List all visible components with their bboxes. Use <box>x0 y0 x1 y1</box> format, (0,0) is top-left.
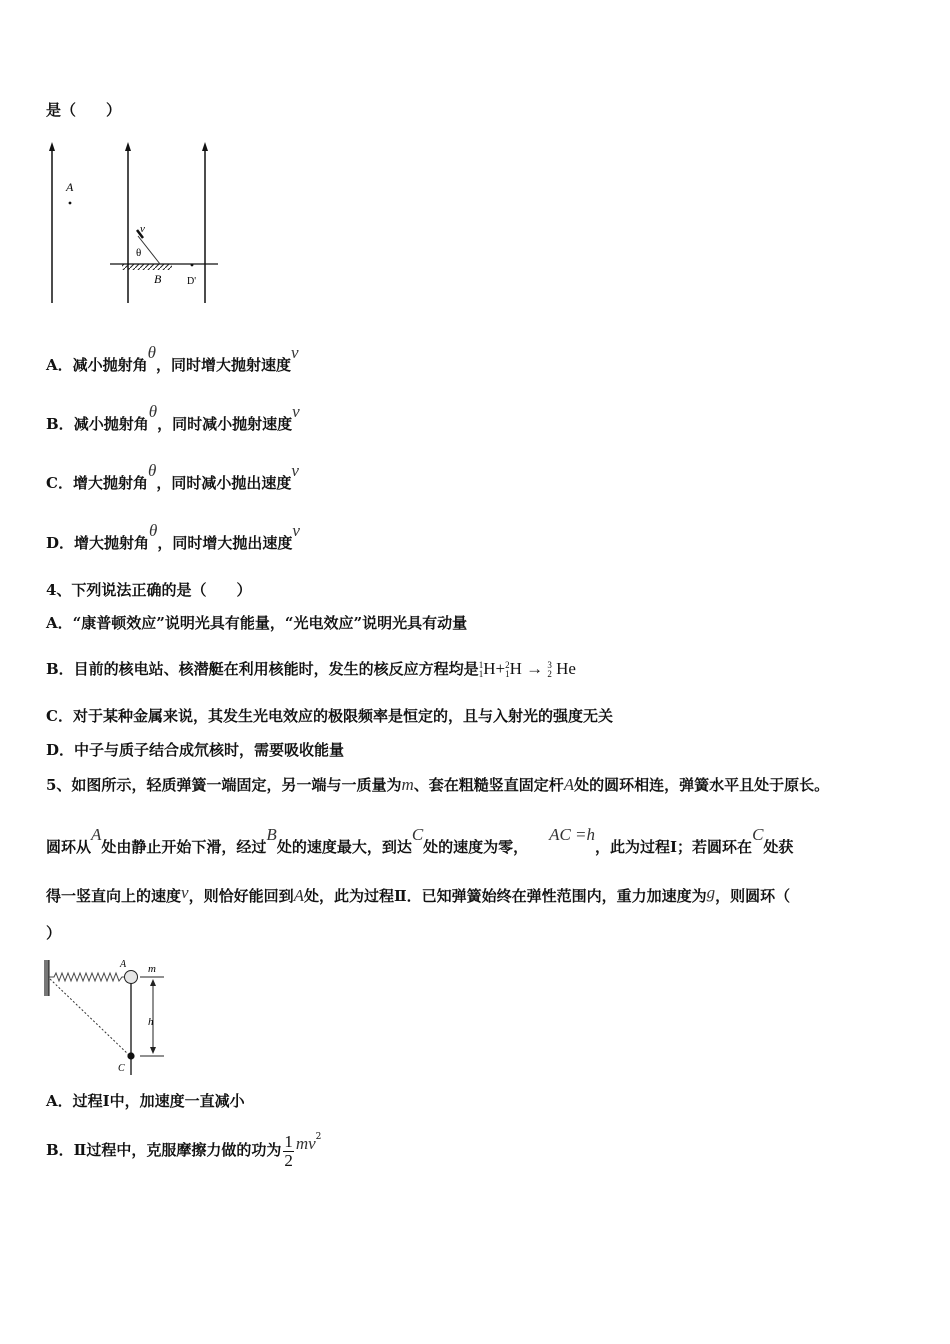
symbol-C: C <box>752 825 764 844</box>
exponent-2: 2 <box>315 1132 322 1142</box>
v-symbol: v <box>292 521 300 540</box>
wall-right <box>202 142 208 303</box>
label-theta: θ <box>136 247 142 259</box>
q3-option-d[interactable] <box>46 521 300 553</box>
symbol-A: A <box>91 825 102 844</box>
label-C: C <box>118 1063 125 1074</box>
theta-symbol: θ <box>149 521 158 540</box>
symbol-C: C <box>411 825 424 844</box>
option-text: ，同时减小抛出速度 <box>156 474 292 492</box>
q3-option-c[interactable] <box>46 461 299 493</box>
option-text: 增大抛射角 <box>74 534 150 552</box>
label-A: A <box>120 959 127 970</box>
v-symbol: v <box>291 343 299 362</box>
v-symbol: v <box>292 402 300 421</box>
label-m: m <box>148 963 156 975</box>
point-D-dot <box>191 264 194 267</box>
ground-hatch <box>122 264 172 270</box>
q5-stem-line1: 5、如图所示，轻质弹簧一端固定，另一端与一质量为m、套在粗糙竖直固定杆A处的圆环相连，弹簧水平且处于原长。 <box>46 775 830 794</box>
spring <box>49 973 125 981</box>
wall-support <box>44 960 49 996</box>
symbol-mv: mv <box>295 1134 316 1153</box>
option-text: ，同时增大抛射速度 <box>156 356 292 374</box>
option-text: 减小抛射角 <box>73 415 149 433</box>
option-text: B．目前的核电站、核潜艇在利用核能时，发生的核反应方程均是 <box>46 660 479 678</box>
q3-figure <box>40 138 230 308</box>
option-letter: D． <box>46 534 75 552</box>
option-text: 减小抛射角 <box>72 356 148 374</box>
label-A: A <box>66 180 74 194</box>
dashed-spring-line <box>50 979 130 1056</box>
q4-option-a[interactable]: A．“康普顿效应”说明光具有能量，“光电效应”说明光具有动量 <box>46 614 468 632</box>
q4-option-c[interactable]: C．对于某种金属来说，其发生光电效应的极限频率是恒定的，且与入射光的强度无关 <box>46 707 613 725</box>
nuclear-equation: 1 1H+2 1H → 3 2 He <box>478 659 576 680</box>
label-D: D' <box>187 276 197 287</box>
option-text: 增大抛射角 <box>72 474 148 492</box>
q4-stem: 4、下列说法正确的是（ ） <box>46 581 252 599</box>
fraction-one-half: $\frac{1}{2}$ <box>284 1131 293 1170</box>
q3-option-a[interactable] <box>46 343 299 375</box>
theta-symbol: θ <box>148 402 158 421</box>
option-text: B．Ⅱ过程中，克服摩擦力做的功为 <box>46 1141 282 1159</box>
option-letter: C． <box>46 474 73 492</box>
theta-symbol: θ <box>147 343 157 362</box>
symbol-A: A <box>563 775 575 794</box>
q5-option-a[interactable]: A．过程Ⅰ中，加速度一直减小 <box>46 1092 245 1110</box>
label-v: v <box>140 223 145 235</box>
q5-stem-line2: 圆环从A处由静止开始下滑，经过B处的速度最大，到达C处的速度为零， AC =h，此为过程Ⅰ；若圆环在C处获 <box>46 825 794 856</box>
theta-symbol: θ <box>147 461 157 480</box>
trajectory-line <box>138 236 160 264</box>
option-letter: B． <box>46 415 74 433</box>
q4-option-b[interactable] <box>46 659 576 679</box>
symbol-g: g <box>706 883 716 902</box>
q3-stem-tail: 是（ ） <box>46 101 122 119</box>
equation-AC-h: AC =h <box>549 825 596 844</box>
point-A-dot <box>69 202 72 205</box>
option-text: ，同时减小抛射速度 <box>157 415 293 433</box>
symbol-m: m <box>401 775 414 794</box>
q5-stem-line3: 得一竖直向上的速度v，则恰好能回到A处，此为过程Ⅱ．已知弹簧始终在弹性范围内，重力加速度为g，则圆环（ <box>46 883 791 905</box>
q5-figure <box>40 955 175 1075</box>
label-h: h <box>148 1016 154 1028</box>
v-symbol: v <box>291 461 299 480</box>
wall-middle <box>125 142 131 303</box>
symbol-v: v <box>181 883 189 902</box>
ring-at-A <box>125 971 138 984</box>
wall-left <box>49 142 55 303</box>
dim-arrow-up <box>150 979 156 986</box>
option-letter: A． <box>46 356 73 374</box>
label-B: B <box>154 272 162 286</box>
symbol-A: A <box>293 886 304 905</box>
q4-option-d[interactable]: D．中子与质子结合成氘核时，需要吸收能量 <box>46 741 345 759</box>
q5-stem-line4: ） <box>46 924 62 942</box>
point-C-dot <box>127 1052 134 1059</box>
symbol-B: B <box>266 825 277 844</box>
q5-option-b[interactable] <box>46 1128 321 1175</box>
dim-arrow-down <box>150 1047 156 1054</box>
option-text: ，同时增大抛出速度 <box>157 534 293 552</box>
q3-option-b[interactable] <box>46 402 300 434</box>
